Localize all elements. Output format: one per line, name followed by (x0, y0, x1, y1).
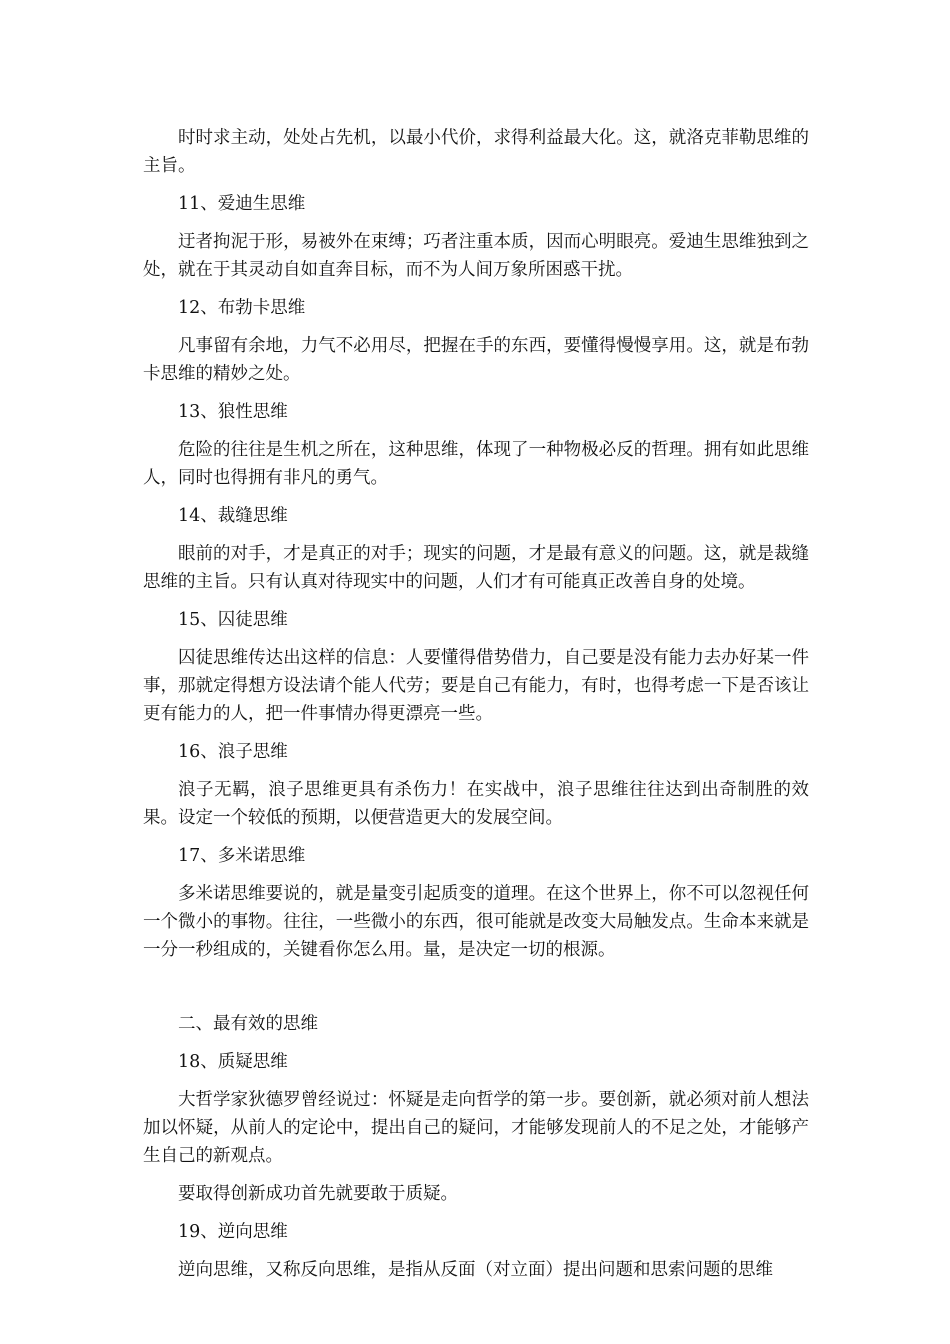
section-spacer (143, 974, 809, 1010)
paragraph: 浪子无羁，浪子思维更具有杀伤力！在实战中，浪子思维往往达到出奇制胜的效果。设定一个较低的预期，以便营造更大的发展空间。 (143, 780, 809, 828)
paragraph: 要取得创新成功首先就要敢于质疑。 (178, 1184, 458, 1204)
section-heading: 19、逆向思维 (178, 1222, 288, 1242)
section-heading: 16、浪子思维 (178, 742, 288, 762)
section-heading: 14、裁缝思维 (178, 506, 288, 526)
section-heading: 17、多米诺思维 (178, 846, 306, 866)
paragraph: 凡事留有余地，力气不必用尽，把握在手的东西，要懂得慢慢享用。这，就是布勃卡思维的精妙之处。 (143, 336, 809, 384)
section-heading: 12、布勃卡思维 (178, 298, 306, 318)
section-heading: 二、最有效的思维 (178, 1014, 318, 1034)
section-heading: 11、爱迪生思维 (178, 194, 306, 214)
paragraph: 迂者拘泥于形，易被外在束缚；巧者注重本质，因而心明眼亮。爱迪生思维独到之处，就在于其灵动自如直奔目标，而不为人间万象所困惑干扰。 (143, 232, 809, 280)
section-heading: 15、囚徒思维 (178, 610, 288, 630)
section-heading: 18、质疑思维 (178, 1052, 288, 1072)
paragraph: 多米诺思维要说的，就是量变引起质变的道理。在这个世界上，你不可以忽视任何一个微小的事物。往往，一些微小的东西，很可能就是改变大局触发点。生命本来就是一分一秒组成的，关键看你怎么用。量，是决定一切的根源。 (143, 884, 809, 960)
paragraph: 逆向思维，又称反向思维，是指从反面（对立面）提出问题和思索问题的思维 (178, 1260, 773, 1280)
section-heading: 13、狼性思维 (178, 402, 288, 422)
paragraph: 眼前的对手，才是真正的对手；现实的问题，才是最有意义的问题。这，就是裁缝思维的主旨。只有认真对待现实中的问题，人们才有可能真正改善自身的处境。 (143, 544, 809, 592)
paragraph: 危险的往往是生机之所在，这种思维，体现了一种物极必反的哲理。拥有如此思维人，同时也得拥有非凡的勇气。 (143, 440, 809, 488)
paragraph: 大哲学家狄德罗曾经说过：怀疑是走向哲学的第一步。要创新，就必须对前人想法加以怀疑，从前人的定论中，提出自己的疑问，才能够发现前人的不足之处，才能够产生自己的新观点。 (143, 1090, 809, 1166)
paragraph: 时时求主动，处处占先机，以最小代价，求得利益最大化。这，就洛克菲勒思维的主旨。 (143, 128, 809, 176)
paragraph: 囚徒思维传达出这样的信息：人要懂得借势借力，自己要是没有能力去办好某一件事，那就定得想方设法请个能人代劳；要是自己有能力，有时，也得考虑一下是否该让更有能力的人，把一件事情办得更漂亮一些。 (143, 648, 809, 724)
document-body (143, 124, 809, 1294)
